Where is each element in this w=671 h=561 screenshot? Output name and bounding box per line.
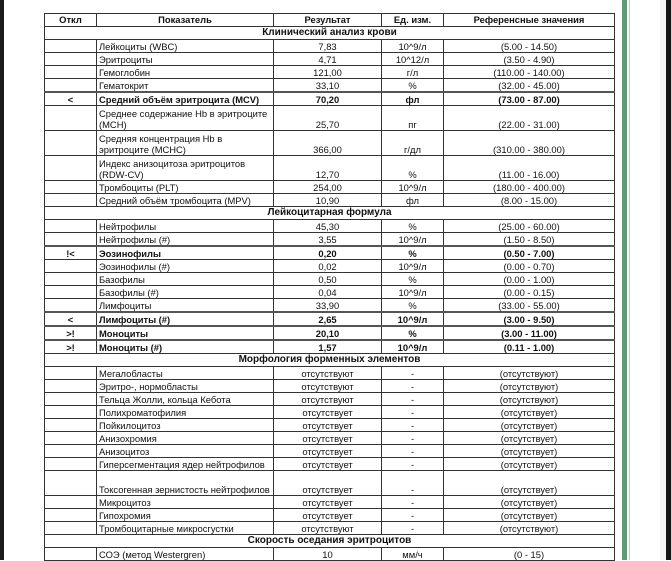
abnormal-flag (45, 260, 97, 273)
reference-range: (отсутствует) (444, 471, 615, 496)
abnormal-flag (45, 367, 97, 380)
unit: 10^9/л (382, 312, 444, 326)
unit: % (382, 79, 444, 93)
reference-range: (25.00 - 60.00) (444, 220, 615, 233)
result-value: 45,30 (274, 220, 382, 233)
result-value: отсутствуют (274, 393, 382, 406)
table-row (45, 522, 615, 535)
header-reference: Референсные значения (444, 14, 615, 27)
table-row (45, 286, 615, 299)
reference-range: (8.00 - 15.00) (444, 194, 615, 207)
section-title: Морфология форменных элементов (45, 354, 615, 367)
parameter-name: Индекс анизоцитоза эритроцитов (RDW-CV) (97, 156, 274, 181)
table-row (45, 233, 615, 247)
unit: % (382, 326, 444, 340)
table-row (45, 106, 615, 131)
reference-range: (5.00 - 14.50) (444, 40, 615, 53)
unit: фл (382, 92, 444, 106)
abnormal-flag (45, 380, 97, 393)
unit: - (382, 496, 444, 509)
table-row (45, 79, 615, 93)
parameter-name: Полихроматофилия (97, 406, 274, 419)
result-value: 33,90 (274, 299, 382, 313)
abnormal-flag (45, 458, 97, 471)
reference-range: (отсутствует) (444, 458, 615, 471)
table-row (45, 380, 615, 393)
reference-range: (310.00 - 380.00) (444, 131, 615, 156)
right-window-edge (666, 0, 671, 560)
table-row (45, 246, 615, 260)
parameter-name: Эозинофилы (#) (97, 260, 274, 273)
result-value: отсутствует (274, 458, 382, 471)
unit: 10^9/л (382, 40, 444, 53)
abnormal-flag (45, 156, 97, 181)
table-body (45, 27, 615, 561)
parameter-name: Лимфоциты (#) (97, 312, 274, 326)
unit: 10^12/л (382, 53, 444, 66)
abnormal-flag (45, 299, 97, 313)
table-row (45, 445, 615, 458)
abnormal-flag (45, 131, 97, 156)
abnormal-flag (45, 194, 97, 207)
parameter-name: Средний объём тромбоцита (MPV) (97, 194, 274, 207)
reference-range: (отсутствуют) (444, 367, 615, 380)
abnormal-flag: < (45, 312, 97, 326)
abnormal-flag (45, 445, 97, 458)
unit: 10^9/л (382, 260, 444, 273)
unit: - (382, 509, 444, 522)
result-value: 0,04 (274, 286, 382, 299)
result-value: 4,71 (274, 53, 382, 66)
abnormal-flag (45, 496, 97, 509)
parameter-name: Микроцитоз (97, 496, 274, 509)
reference-range: (11.00 - 16.00) (444, 156, 615, 181)
abnormal-flag (45, 432, 97, 445)
unit: 10^9/л (382, 286, 444, 299)
abnormal-flag (45, 233, 97, 247)
parameter-name: Нейтрофилы (#) (97, 233, 274, 247)
result-value: 70,20 (274, 92, 382, 106)
table-row (45, 509, 615, 522)
abnormal-flag (45, 419, 97, 432)
table-row (45, 548, 615, 561)
result-value: 254,00 (274, 181, 382, 194)
parameter-name: Мегалобласты (97, 367, 274, 380)
reference-range: (3.50 - 4.90) (444, 53, 615, 66)
header-result: Результат (274, 14, 382, 27)
unit: - (382, 367, 444, 380)
header-unit: Ед. изм. (382, 14, 444, 27)
unit: - (382, 522, 444, 535)
result-value: 2,65 (274, 312, 382, 326)
viewer-divider-line (629, 0, 630, 560)
table-row (45, 194, 615, 207)
abnormal-flag (45, 286, 97, 299)
unit: % (382, 299, 444, 313)
abnormal-flag: !< (45, 246, 97, 260)
unit: - (382, 419, 444, 432)
unit: 10^9/л (382, 233, 444, 247)
result-value: 1,57 (274, 340, 382, 354)
parameter-name: Анизохромия (97, 432, 274, 445)
reference-range: (отсутствует) (444, 419, 615, 432)
reference-range: (отсутствует) (444, 445, 615, 458)
result-value: 0,20 (274, 246, 382, 260)
unit: % (382, 273, 444, 286)
result-value: 0,02 (274, 260, 382, 273)
table-row (45, 156, 615, 181)
table-row (45, 471, 615, 496)
abnormal-flag (45, 66, 97, 79)
table-row (45, 299, 615, 313)
unit: - (382, 406, 444, 419)
reference-range: (отсутствует) (444, 406, 615, 419)
parameter-name: Средний объём эритроцита (MCV) (97, 92, 274, 106)
reference-range: (0.00 - 1.00) (444, 273, 615, 286)
unit: - (382, 471, 444, 496)
unit: фл (382, 194, 444, 207)
parameter-name: Гипохромия (97, 509, 274, 522)
abnormal-flag (45, 181, 97, 194)
unit: % (382, 220, 444, 233)
unit: - (382, 445, 444, 458)
table-row (45, 40, 615, 53)
parameter-name: Тельца Жолли, кольца Кебота (97, 393, 274, 406)
header-flag: Откл (45, 14, 97, 27)
abnormal-flag: >! (45, 326, 97, 340)
table-row (45, 66, 615, 79)
abnormal-flag (45, 393, 97, 406)
parameter-name: Базофилы (97, 273, 274, 286)
result-value: 10,90 (274, 194, 382, 207)
parameter-name: Тромбоцитарные микросгустки (97, 522, 274, 535)
reference-range: (73.00 - 87.00) (444, 92, 615, 106)
section-title: Лейкоцитарная формула (45, 207, 615, 220)
result-value: отсутствует (274, 406, 382, 419)
reference-range: (0.50 - 7.00) (444, 246, 615, 260)
abnormal-flag: >! (45, 340, 97, 354)
unit: - (382, 458, 444, 471)
table-row (45, 367, 615, 380)
result-value: отсутствует (274, 432, 382, 445)
table-row (45, 92, 615, 106)
abnormal-flag (45, 40, 97, 53)
abnormal-flag (45, 509, 97, 522)
result-value: 12,70 (274, 156, 382, 181)
parameter-name: Эритро-, нормобласты (97, 380, 274, 393)
table-row (45, 181, 615, 194)
left-window-edge (0, 0, 4, 560)
table-header-row (45, 14, 615, 27)
parameter-name: Средняя концентрация Hb в эритроците (MCHC) (97, 131, 274, 156)
table-row (45, 406, 615, 419)
abnormal-flag (45, 273, 97, 286)
reference-range: (отсутствует) (444, 432, 615, 445)
reference-range: (0.00 - 0.15) (444, 286, 615, 299)
abnormal-flag (45, 522, 97, 535)
table-row (45, 393, 615, 406)
reference-range: (0.00 - 0.70) (444, 260, 615, 273)
parameter-name: Токсогенная зернистость нейтрофилов (97, 471, 274, 496)
parameter-name: Нейтрофилы (97, 220, 274, 233)
table-row (45, 220, 615, 233)
parameter-name: Гиперсегментация ядер нейтрофилов (97, 458, 274, 471)
result-value: 25,70 (274, 106, 382, 131)
result-value: 10 (274, 548, 382, 561)
reference-range: (1.50 - 8.50) (444, 233, 615, 247)
reference-range: (33.00 - 55.00) (444, 299, 615, 313)
unit: г/дл (382, 131, 444, 156)
reference-range: (отсутствуют) (444, 522, 615, 535)
parameter-name: Моноциты (#) (97, 340, 274, 354)
unit: г/л (382, 66, 444, 79)
reference-range: (110.00 - 140.00) (444, 66, 615, 79)
parameter-name: Лимфоциты (97, 299, 274, 313)
abnormal-flag (45, 220, 97, 233)
parameter-name: Базофилы (#) (97, 286, 274, 299)
parameter-name: Пойкилоцитоз (97, 419, 274, 432)
result-value: отсутствует (274, 419, 382, 432)
unit: 10^9/л (382, 181, 444, 194)
viewer-accent-bar (622, 0, 627, 560)
result-value: 7,83 (274, 40, 382, 53)
table-row (45, 53, 615, 66)
parameter-name: Гемоглобин (97, 66, 274, 79)
parameter-name: Эозинофилы (97, 246, 274, 260)
reference-range: (0.11 - 1.00) (444, 340, 615, 354)
result-value: отсутствует (274, 471, 382, 496)
result-value: отсутствуют (274, 522, 382, 535)
result-value: 0,50 (274, 273, 382, 286)
abnormal-flag (45, 79, 97, 93)
reference-range: (180.00 - 400.00) (444, 181, 615, 194)
result-value: отсутствуют (274, 367, 382, 380)
abnormal-flag (45, 471, 97, 496)
abnormal-flag (45, 53, 97, 66)
unit: % (382, 156, 444, 181)
abnormal-flag (45, 548, 97, 561)
abnormal-flag (45, 106, 97, 131)
table-row (45, 496, 615, 509)
parameter-name: Моноциты (97, 326, 274, 340)
blood-test-results-table (44, 13, 615, 561)
abnormal-flag: < (45, 92, 97, 106)
result-value: отсутствуют (274, 380, 382, 393)
table-row (45, 419, 615, 432)
reference-range: (отсутствуют) (444, 380, 615, 393)
parameter-name: Лейкоциты (WBC) (97, 40, 274, 53)
reference-range: (22.00 - 31.00) (444, 106, 615, 131)
unit: 10^9/л (382, 340, 444, 354)
parameter-name: Анизоцитоз (97, 445, 274, 458)
table-row (45, 273, 615, 286)
reference-range: (отсутствует) (444, 496, 615, 509)
result-value: 3,55 (274, 233, 382, 247)
unit: - (382, 393, 444, 406)
section-header-row (45, 354, 615, 367)
parameter-name: Гематокрит (97, 79, 274, 93)
result-value: отсутствует (274, 445, 382, 458)
abnormal-flag (45, 406, 97, 419)
result-value: отсутствует (274, 496, 382, 509)
section-title: Скорость оседания эритроцитов (45, 535, 615, 548)
parameter-name: Тромбоциты (PLT) (97, 181, 274, 194)
parameter-name: Эритроциты (97, 53, 274, 66)
section-header-row (45, 207, 615, 220)
unit: пг (382, 106, 444, 131)
reference-range: (0 - 15) (444, 548, 615, 561)
reference-range: (3.00 - 11.00) (444, 326, 615, 340)
parameter-name: СОЭ (метод Westergren) (97, 548, 274, 561)
table-row (45, 432, 615, 445)
table-row (45, 326, 615, 340)
table-row (45, 312, 615, 326)
reference-range: (3.00 - 9.50) (444, 312, 615, 326)
result-value: 33,10 (274, 79, 382, 93)
table-row (45, 340, 615, 354)
section-header-row (45, 27, 615, 40)
table-row (45, 131, 615, 156)
unit: мм/ч (382, 548, 444, 561)
table-row (45, 458, 615, 471)
result-value: 121,00 (274, 66, 382, 79)
result-value: 20,10 (274, 326, 382, 340)
unit: - (382, 432, 444, 445)
unit: % (382, 246, 444, 260)
reference-range: (отсутствует) (444, 509, 615, 522)
parameter-name: Среднее содержание Hb в эритроците (MCH) (97, 106, 274, 131)
section-header-row (45, 535, 615, 548)
reference-range: (32.00 - 45.00) (444, 79, 615, 93)
header-parameter: Показатель (97, 14, 274, 27)
section-title: Клинический анализ крови (45, 27, 615, 40)
reference-range: (отсутствуют) (444, 393, 615, 406)
table-row (45, 260, 615, 273)
result-value: отсутствует (274, 509, 382, 522)
result-value: 366,00 (274, 131, 382, 156)
unit: - (382, 380, 444, 393)
